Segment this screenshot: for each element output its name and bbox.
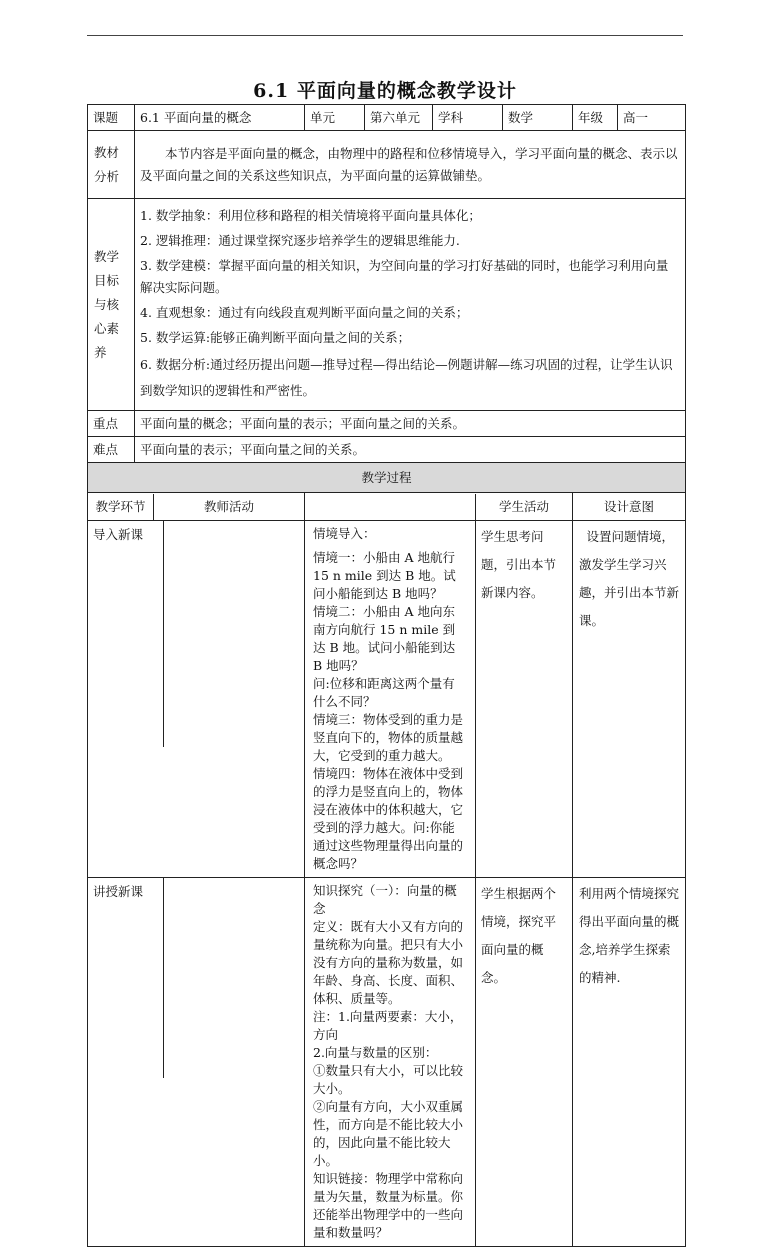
intent-text: 设置问题情境，激发学生学习兴趣，并引出本节新课。 — [579, 529, 680, 628]
teacher-line: 定义：既有大小又有方向的量统称为向量。把只有大小没有方向的量称为数量，如年龄、身高、长度、面积、体积、质量等。 — [313, 919, 464, 1006]
lecture-student-activity — [475, 878, 572, 1246]
difficulties-label: 难点 — [88, 437, 135, 463]
process-header: 教学过程 — [88, 463, 686, 493]
objectives-label-line: 心素 — [94, 320, 120, 336]
intent-text: 利用两个情境探究得出平面向量的概念,培养学生探索的精神. — [579, 886, 680, 985]
teacher-line: 情境一：小船由 A 地航行 15 n mile 到达 B 地。试问小船能到达 B 地吗？ — [313, 550, 456, 601]
process-col-wrapper — [88, 493, 305, 521]
difficulties-text: 平面向量的表示；平面向量之间的关系。 — [135, 437, 686, 463]
teacher-line: 问:位移和距离这两个量有什么不同？ — [313, 676, 455, 709]
key-points-row — [88, 411, 686, 437]
key-points-label: 重点 — [88, 411, 135, 437]
teacher-line: 情境导入： — [313, 526, 376, 541]
process-columns-row — [88, 493, 686, 521]
student-text: 学生根据两个情境，探究平面向量的概念。 — [481, 886, 557, 985]
teacher-line: ②向量有方向，大小双重属性，而方向是不能比较大小的，因此向量不能比较大小。 — [313, 1099, 464, 1168]
objective-item: 3. 数学建模：掌握平面向量的相关知识，为空间向量的学习打好基础的同时，也能学习利用向量解决实际问题。 — [140, 258, 669, 295]
teacher-line: 注：1.向量两要素：大小，方向 — [313, 1009, 463, 1042]
grade-label: 年级 — [573, 105, 618, 131]
objectives-label-line: 与核 — [94, 296, 120, 312]
course-value: 6.1 平面向量的概念 — [135, 105, 305, 131]
lecture-stage-teacher — [88, 878, 305, 1247]
process-header-row — [88, 463, 686, 493]
intro-teacher-student — [305, 521, 573, 878]
lecture-row — [88, 878, 686, 1247]
intro-row — [88, 521, 686, 878]
teacher-line: 情境三：物体受到的重力是竖直向下的，物体的质量越大，它受到的重力越大。 — [313, 712, 464, 763]
grade-value: 高一 — [618, 105, 686, 131]
teacher-line: 知识链接：物理学中常称向量为矢量，数量为标量。你还能举出物理学中的一些向量和数量吗？ — [313, 1171, 464, 1240]
objective-item: 2. 逻辑推理：通过课堂探究逐步培养学生的逻辑思维能力. — [140, 233, 460, 248]
lecture-stage: 讲授新课 — [88, 878, 164, 1078]
difficulties-row — [88, 437, 686, 463]
objectives-label-line: 教学 — [94, 248, 120, 264]
intro-teacher-activity — [305, 521, 475, 877]
analysis-text-cell — [135, 131, 686, 199]
objective-item: 6. 数据分析:通过经历提出问题—推导过程—得出结论—例题讲解—练习巩固的过程，让学生认识到数学知识的逻辑性和严密性。 — [140, 357, 673, 398]
teacher-line: 知识探究（一）：向量的概念 — [313, 883, 457, 916]
header-row — [88, 105, 686, 131]
analysis-text: 本节内容是平面向量的概念，由物理中的路程和位移情境导入，学习平面向量的概念、表示以及平面向量之间的关系这些知识点，为平面向量的运算做铺垫。 — [140, 145, 678, 183]
objective-item: 1. 数学抽象：利用位移和路程的相关情境将平面向量具体化； — [140, 208, 481, 223]
teacher-line: 情境二：小船由 A 地向东南方向航行 15 n mile 到达 B 地。试问小船能到达 B 地吗？ — [313, 604, 456, 673]
analysis-label — [88, 131, 135, 199]
objectives-list — [135, 199, 686, 411]
objective-item: 5. 数学运算:能够正确判断平面向量之间的关系； — [140, 330, 411, 345]
key-points-text: 平面向量的概念；平面向量的表示；平面向量之间的关系。 — [135, 411, 686, 437]
column-teacher: 教师活动 — [203, 498, 254, 514]
subject-value: 数学 — [503, 105, 573, 131]
objectives-label-line: 养 — [94, 344, 107, 360]
document-title: 6.1 平面向量的概念教学设计 — [253, 80, 517, 102]
student-text: 学生思考问题，引出本节新课内容。 — [481, 529, 557, 600]
header-rule — [87, 35, 683, 36]
unit-value: 第六单元 — [365, 105, 433, 131]
unit-label: 单元 — [305, 105, 365, 131]
lecture-design-intent — [573, 878, 686, 1247]
column-teacher-fill — [305, 494, 475, 520]
analysis-row — [88, 131, 686, 199]
teacher-line: 情境四：物体在液体中受到的浮力是竖直向上的，物体浸在液体中的体积越大，它受到的浮力越大。问:你能通过这些物理量得出向量的概念吗？ — [313, 766, 464, 871]
process-col-teacher-span — [305, 493, 573, 521]
lecture-teacher-activity — [305, 878, 475, 1246]
intro-stage-teacher — [88, 521, 305, 878]
column-stage: 教学环节 — [88, 494, 154, 520]
objectives-row — [88, 199, 686, 411]
intro-stage: 导入新课 — [88, 521, 164, 747]
column-intent: 设计意图 — [573, 493, 686, 521]
analysis-label-line: 教材 — [94, 144, 120, 160]
analysis-label-line: 分析 — [94, 168, 120, 184]
lesson-plan-table — [87, 104, 686, 1247]
teacher-line: 2.向量与数量的区别： — [313, 1045, 438, 1060]
objectives-label-line: 目标 — [94, 272, 120, 288]
column-student: 学生活动 — [475, 494, 572, 520]
course-label: 课题 — [88, 105, 135, 131]
objective-item: 4. 直观想象：通过有向线段直观判断平面向量之间的关系； — [140, 305, 469, 320]
subject-label: 学科 — [433, 105, 503, 131]
teacher-line: ①数量只有大小，可以比较大小。 — [313, 1063, 464, 1096]
lecture-teacher-student — [305, 878, 573, 1247]
objectives-label — [88, 199, 135, 411]
intro-design-intent — [573, 521, 686, 878]
intro-student-activity — [475, 521, 572, 877]
